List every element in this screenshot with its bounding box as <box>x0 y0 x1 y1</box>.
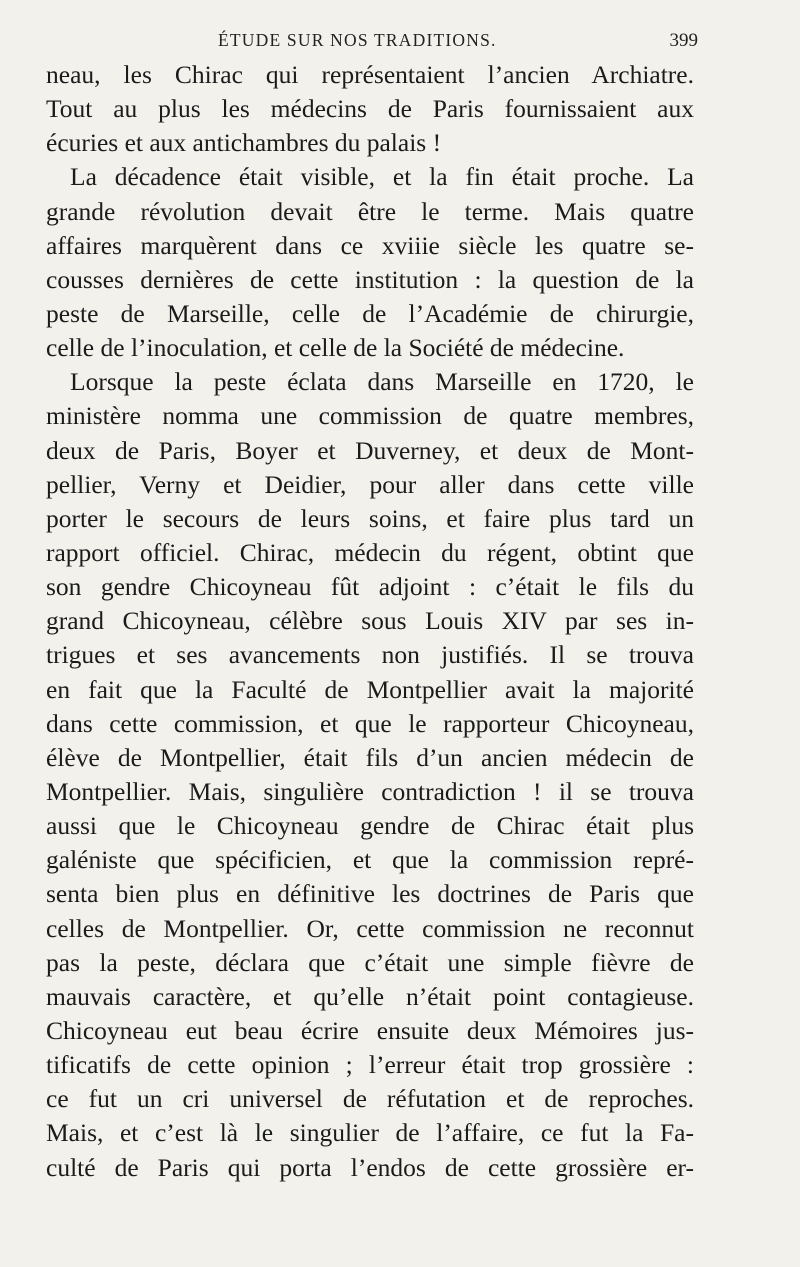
text-line: trigues et ses avancements non justifiés. Il se trouva <box>46 640 694 670</box>
text-line: ce fut un cri universel de réfutation et de reproches. <box>46 1084 694 1114</box>
page-number: 399 <box>669 30 698 51</box>
text-line: peste de Marseille, celle de l’Académie de chirurgie, <box>46 298 694 328</box>
text-line: Chicoyneau eut beau écrire ensuite deux Mémoires jus- <box>46 1015 694 1045</box>
text-line: grande révolution devait être le terme. Mais quatre <box>46 196 694 226</box>
text-line: aussi que le Chicoyneau gendre de Chirac était plus <box>46 811 694 841</box>
text-line: rapport officiel. Chirac, médecin du régent, obtint que <box>46 537 694 567</box>
text-line: porter le secours de leurs soins, et faire plus tard un <box>46 503 694 533</box>
text-line: pas la peste, déclara que c’était une simple fièvre de <box>46 947 694 977</box>
text-line: culté de Paris qui porta l’endos de cette grossière er- <box>46 1152 694 1182</box>
text-line: neau, les Chirac qui représentaient l’ancien Archiatre. <box>46 60 694 89</box>
text-line: cousses dernières de cette institution : la question de la <box>46 264 694 294</box>
text-line: mauvais caractère, et qu’elle n’était point contagieuse. <box>46 981 694 1011</box>
text-line: en fait que la Faculté de Montpellier avait la majorité <box>46 674 694 704</box>
text-line: celle de l’inoculation, et celle de la Société de médecine. <box>46 333 625 363</box>
text-line: senta bien plus en définitive les doctrines de Paris que <box>46 879 694 909</box>
text-line: deux de Paris, Boyer et Duverney, et deux de Mont- <box>46 435 694 465</box>
text-line: La décadence était visible, et la fin était proche. La <box>70 162 694 192</box>
text-line: galéniste que spécificien, et que la commission repré- <box>46 845 694 875</box>
text-line: celles de Montpellier. Or, cette commission ne reconnut <box>46 913 694 943</box>
running-head <box>0 30 800 56</box>
text-line: Lorsque la peste éclata dans Marseille en 1720, le <box>70 367 694 397</box>
text-line: Tout au plus les médecins de Paris fournissaient aux <box>46 94 694 124</box>
text-line: son gendre Chicoyneau fût adjoint : c’était le fils du <box>46 572 694 602</box>
text-line: pellier, Verny et Deidier, pour aller dans cette ville <box>46 469 694 499</box>
text-line: affaires marquèrent dans ce xviiie siècle les quatre se- <box>46 230 694 260</box>
text-line: ministère nomma une commission de quatre membres, <box>46 401 694 431</box>
text-line: grand Chicoyneau, célèbre sous Louis XIV par ses in- <box>46 606 694 636</box>
body-text <box>46 58 694 1185</box>
text-line: dans cette commission, et que le rapporteur Chicoyneau, <box>46 708 694 738</box>
text-line: Mais, et c’est là le singulier de l’affaire, ce fut la Fa- <box>46 1118 694 1148</box>
text-line: élève de Montpellier, était fils d’un ancien médecin de <box>46 742 694 772</box>
running-title: ÉTUDE SUR NOS TRADITIONS. <box>218 30 497 50</box>
text-line: écuries et aux antichambres du palais ! <box>46 128 442 158</box>
text-line: tificatifs de cette opinion ; l’erreur était trop grossière : <box>46 1050 694 1080</box>
text-line: Montpellier. Mais, singulière contradiction ! il se trouva <box>46 776 694 806</box>
